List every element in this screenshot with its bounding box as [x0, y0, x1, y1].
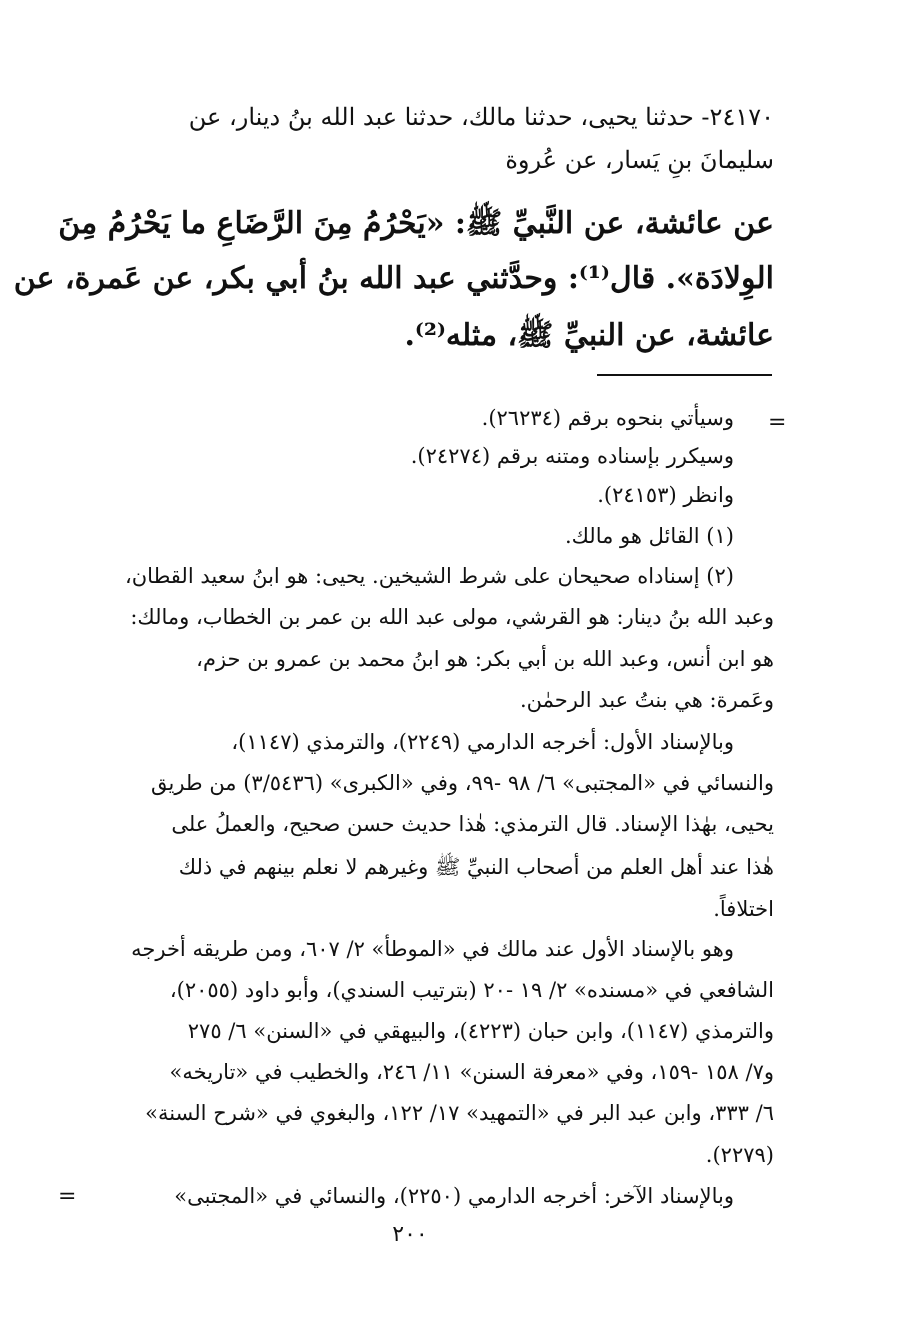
matn-line: الوِلادَة». قال⁽¹⁾: وحدَّثني عبد الله بنُ أبي بكر، عن عَمرة، عن [13, 261, 774, 296]
footnote-para-line: وهو بالإسناد الأول عند مالك في «الموطأ» ٢/ ٦٠٧، ومن طريقه أخرجه [131, 937, 734, 961]
footnote-para-line: والنسائي في «المجتبى» ٦/ ٩٨ -٩٩، وفي «الكبرى» (٣/٥٤٣٦) من طريق [150, 771, 774, 795]
footnote-para-line: وبالإسناد الأول: أخرجه الدارمي (٢٢٤٩)، والترمذي (١١٤٧)، [231, 730, 734, 754]
continuation-marker: = [768, 410, 787, 435]
matn-line: عائشة، عن النبيِّ ﷺ، مثله⁽²⁾. [404, 318, 774, 353]
footnotes [74, 406, 774, 1206]
footnote-para-line: وبالإسناد الآخر: أخرجه الدارمي (٢٢٥٠)، والنسائي في «المجتبى» [174, 1184, 734, 1208]
hadith-matn [13, 205, 774, 355]
footnote-2-line: وعبد الله بنُ دينار: هو القرشي، مولى عبد الله بن عمر بن الخطاب، ومالك: [130, 605, 774, 629]
footnote-1: (١) القائل هو مالك. [564, 524, 734, 548]
footnote-prev-line: وسيأتي بنحوه برقم (٢٦٢٣٤). [481, 406, 734, 430]
page-number: ٢٠٠ [392, 1222, 428, 1247]
matn-line: عن عائشة، عن النَّبيِّ ﷺ: «يَحْرُمُ مِنَ الرَّضَاعِ ما يَحْرُمُ مِنَ [58, 206, 774, 241]
footnote-2-line: وعَمرة: هي بنتُ عبد الرحمٰن. [519, 688, 774, 712]
footnote-para-line: (٢٢٧٩). [705, 1143, 774, 1167]
footnote-para-line: اختلافاً. [713, 897, 774, 921]
footnote-para-line: ٦/ ٣٣٣، وابن عبد البر في «التمهيد» ١٧/ ١٢٢، والبغوي في «شرح السنة» [145, 1101, 774, 1125]
footnote-2-line: (٢) إسناداه صحيحان على شرط الشيخين. يحيى: هو ابنُ سعيد القطان، [124, 564, 734, 588]
hadith-isnad [74, 103, 774, 183]
footnote-para-line: الشافعي في «مسنده» ٢/ ١٩ -٢٠ (بترتيب السندي)، وأبو داود (٢٠٥٥)، [169, 978, 774, 1002]
continues-marker: = [58, 1184, 77, 1209]
footnote-2-line: هو ابن أنس، وعبد الله بن أبي بكر: هو ابنُ محمد بن عمرو بن حزم، [196, 647, 774, 671]
hadith-line: ٢٤١٧٠- حدثنا يحيى، حدثنا مالك، حدثنا عبد الله بنُ دينار، عن [188, 103, 774, 131]
footnote-separator [597, 374, 772, 376]
footnote-para-line: هٰذا عند أهل العلم من أصحاب النبيِّ ﷺ وغيرهم لا نعلم بينهم في ذلك [178, 855, 774, 879]
hadith-line: سليمانَ بنِ يَسار، عن عُروة [505, 146, 774, 174]
footnote-para-line: يحيى، بهٰذا الإسناد. قال الترمذي: هٰذا حديث حسن صحيح، والعملُ على [171, 812, 774, 836]
footnote-prev-line: وسيكرر بإسناده ومتنه برقم (٢٤٢٧٤). [410, 444, 734, 468]
footnote-para-line: و٧/ ١٥٨ -١٥٩، وفي «معرفة السنن» ١١/ ٢٤٦، والخطيب في «تاريخه» [169, 1060, 774, 1084]
footnote-prev-line: وانظر (٢٤١٥٣). [597, 483, 734, 507]
footnote-para-line: والترمذي (١١٤٧)، وابن حبان (٤٢٢٣)، والبيهقي في «السنن» ٦/ ٢٧٥ [187, 1019, 774, 1043]
